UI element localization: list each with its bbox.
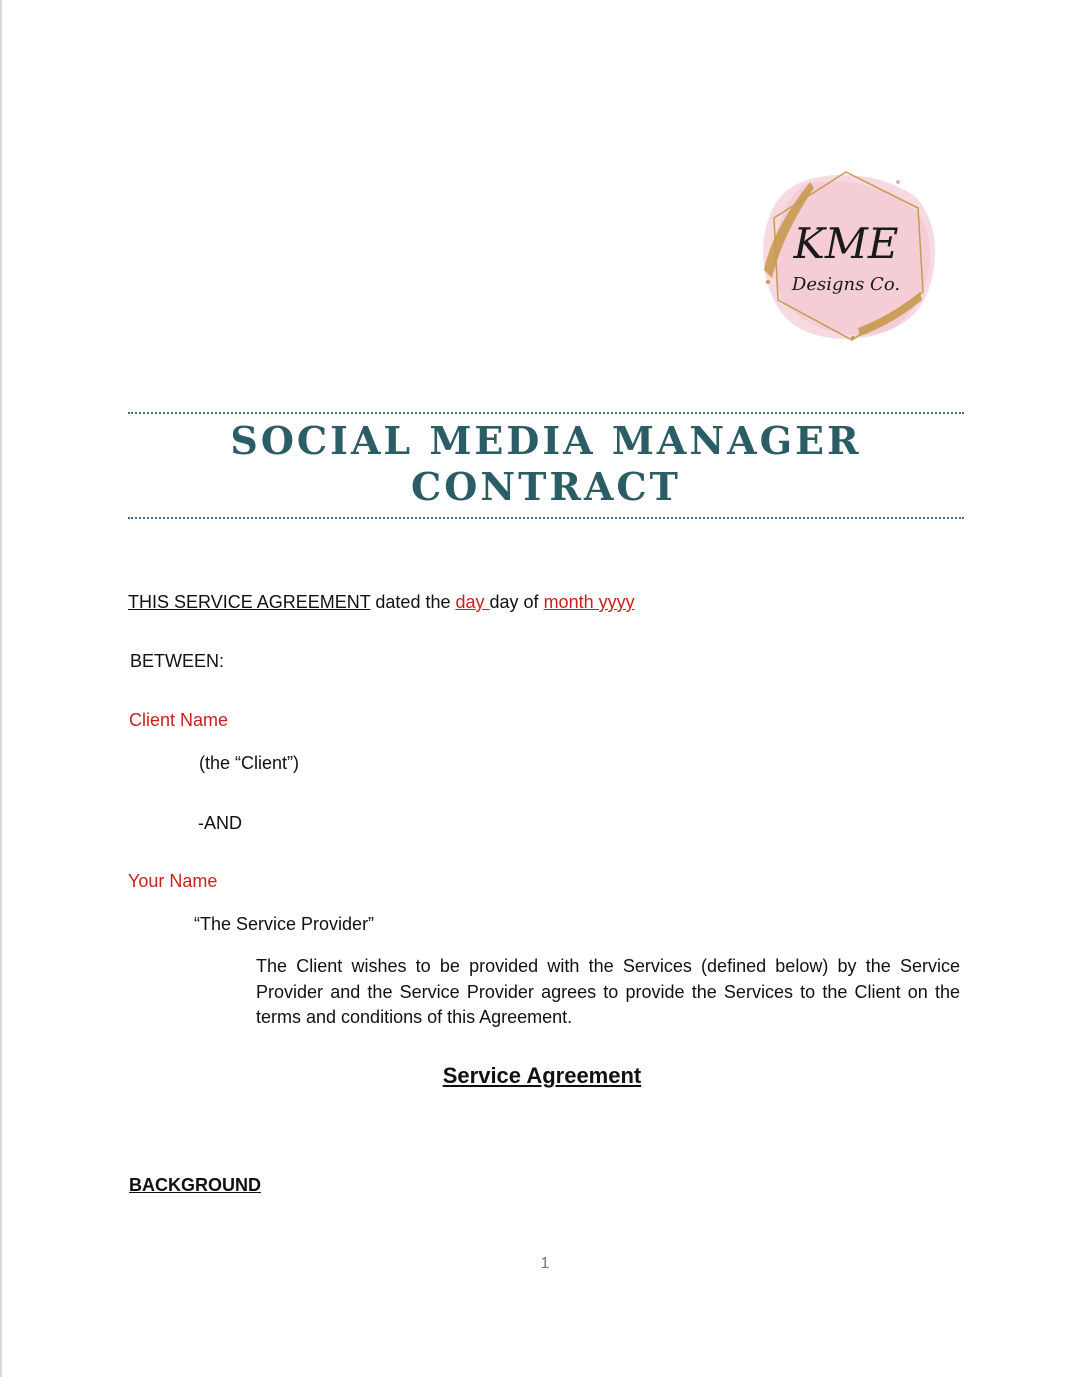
your-name-placeholder: Your Name xyxy=(128,871,218,891)
title-line-2: CONTRACT xyxy=(411,464,681,509)
logo-text-main: KME xyxy=(793,219,899,268)
agreement-date-line xyxy=(128,590,635,614)
kme-designs-logo xyxy=(748,160,944,350)
client-label: (the “Client”) xyxy=(199,753,300,773)
client-name-placeholder: Client Name xyxy=(129,710,229,730)
month-year-placeholder: month yyyy xyxy=(543,592,635,612)
and-label: -AND xyxy=(198,813,242,833)
document-title xyxy=(128,418,964,510)
agreement-day-of: day of xyxy=(489,592,544,612)
title-rule-bottom xyxy=(128,517,964,519)
service-agreement-heading: Service Agreement xyxy=(442,1063,642,1088)
title-line-1: SOCIAL MEDIA MANAGER xyxy=(230,418,862,463)
service-provider-label: “The Service Provider” xyxy=(194,914,375,934)
page-edge xyxy=(0,0,2,1377)
title-rule-top xyxy=(128,412,964,414)
logo-graphic xyxy=(748,160,944,350)
day-placeholder: day xyxy=(455,592,490,612)
intro-paragraph: The Client wishes to be provided with the Services (defined below) by the Service Provider and the Service Provider agrees to provide the Services to the Client on the terms and conditions of this Agreement. xyxy=(256,956,960,1027)
between-label: BETWEEN: xyxy=(130,651,225,671)
agreement-dated-the: dated the xyxy=(370,592,456,612)
logo-text-sub: Designs Co. xyxy=(791,274,901,295)
page-number: 1 xyxy=(540,1255,550,1272)
background-heading: BACKGROUND xyxy=(129,1175,261,1195)
agreement-lead: THIS SERVICE AGREEMENT xyxy=(128,592,371,612)
